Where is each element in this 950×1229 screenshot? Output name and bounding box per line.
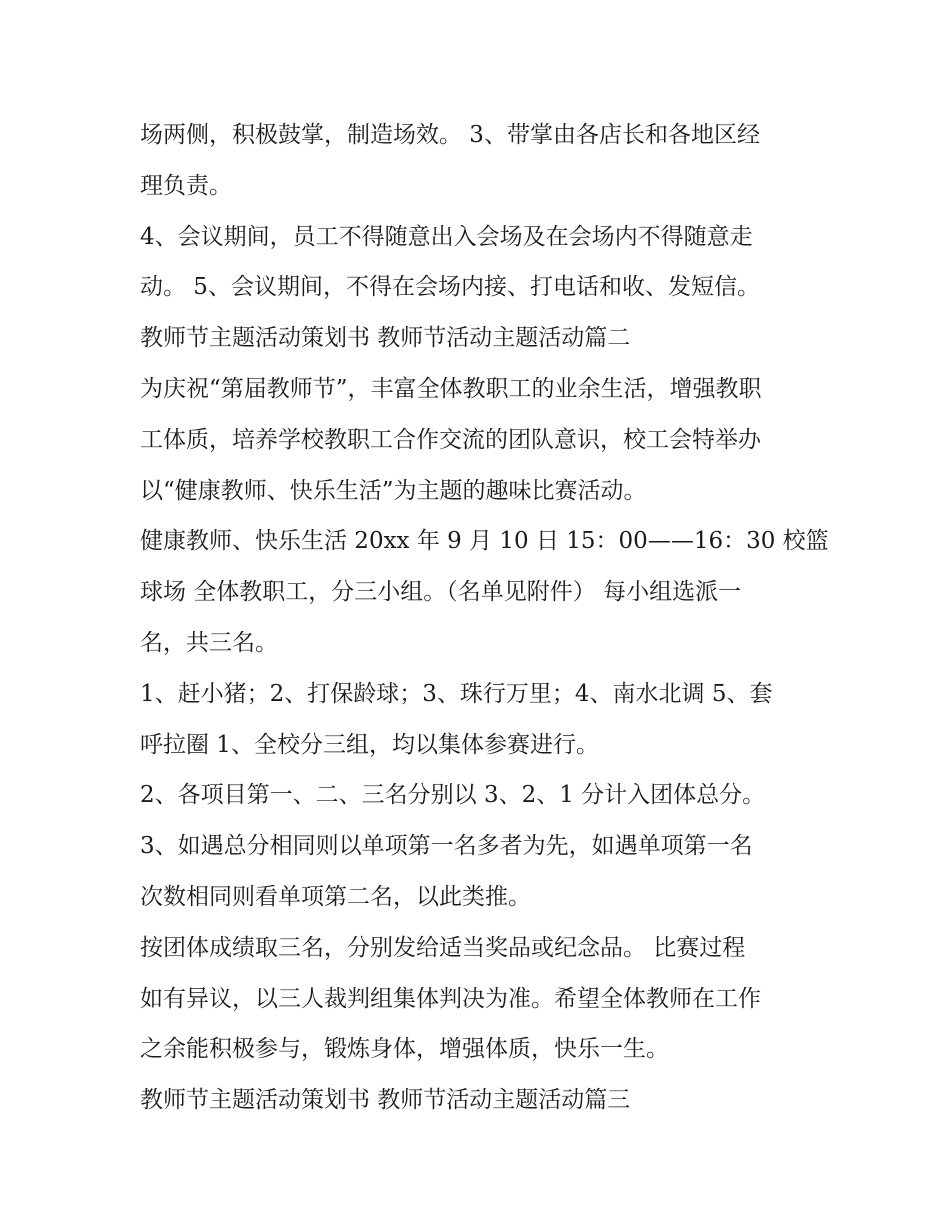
- document-body: [140, 110, 829, 1126]
- text-line: 3、如遇总分相同则以单项第一名多者为先，如遇单项第一名: [140, 833, 753, 860]
- section-heading: 教师节主题活动策划书 教师节活动主题活动篇二: [140, 325, 631, 352]
- text-line: 以“健康教师、快乐生活”为主题的趣味比赛活动。: [140, 477, 647, 504]
- text-line: 2、各项目第一、二、三名分别以 3、2、1 分计入团体总分。: [140, 782, 766, 809]
- text-line: 为庆祝“第届教师节”，丰富全体教职工的业余生活，增强教职: [140, 375, 762, 402]
- text-line: 场两侧，积极鼓掌，制造场效。 3、带掌由各店长和各地区经: [140, 122, 760, 148]
- text-line: 名，共三名。: [140, 629, 278, 656]
- section-heading: 教师节主题活动策划书 教师节活动主题活动篇三: [140, 1087, 631, 1114]
- text-line: 按团体成绩取三名，分别发给适当奖品或纪念品。 比赛过程: [140, 934, 746, 961]
- text-line: 工体质，培养学校教职工合作交流的团队意识，校工会特举办: [140, 426, 761, 453]
- text-line: 4、会议期间，员工不得随意出入会场及在会场内不得随意走: [140, 223, 753, 250]
- text-line: 球场 全体教职工，分三小组。（名单见附件） 每小组选派一: [140, 579, 742, 606]
- text-line: 如有异议，以三人裁判组集体判决为准。希望全体教师在工作: [140, 985, 761, 1012]
- text-line: 健康教师、快乐生活 20xx 年 9 月 10 日 15：00——16：30 校篮: [140, 528, 829, 555]
- text-line: 理负责。: [140, 172, 232, 199]
- text-line: 动。 5、会议期间，不得在会场内接、打电话和收、发短信。: [140, 274, 760, 301]
- text-line: 呼拉圈 1、全校分三组，均以集体参赛进行。: [140, 731, 599, 758]
- text-line: 1、赶小猪；2、打保龄球；3、珠行万里；4、南水北调 5、套: [140, 680, 773, 707]
- text-line: 之余能积极参与，锻炼身体，增强体质，快乐一生。: [140, 1036, 669, 1063]
- text-line: 次数相同则看单项第二名，以此类推。: [140, 883, 531, 910]
